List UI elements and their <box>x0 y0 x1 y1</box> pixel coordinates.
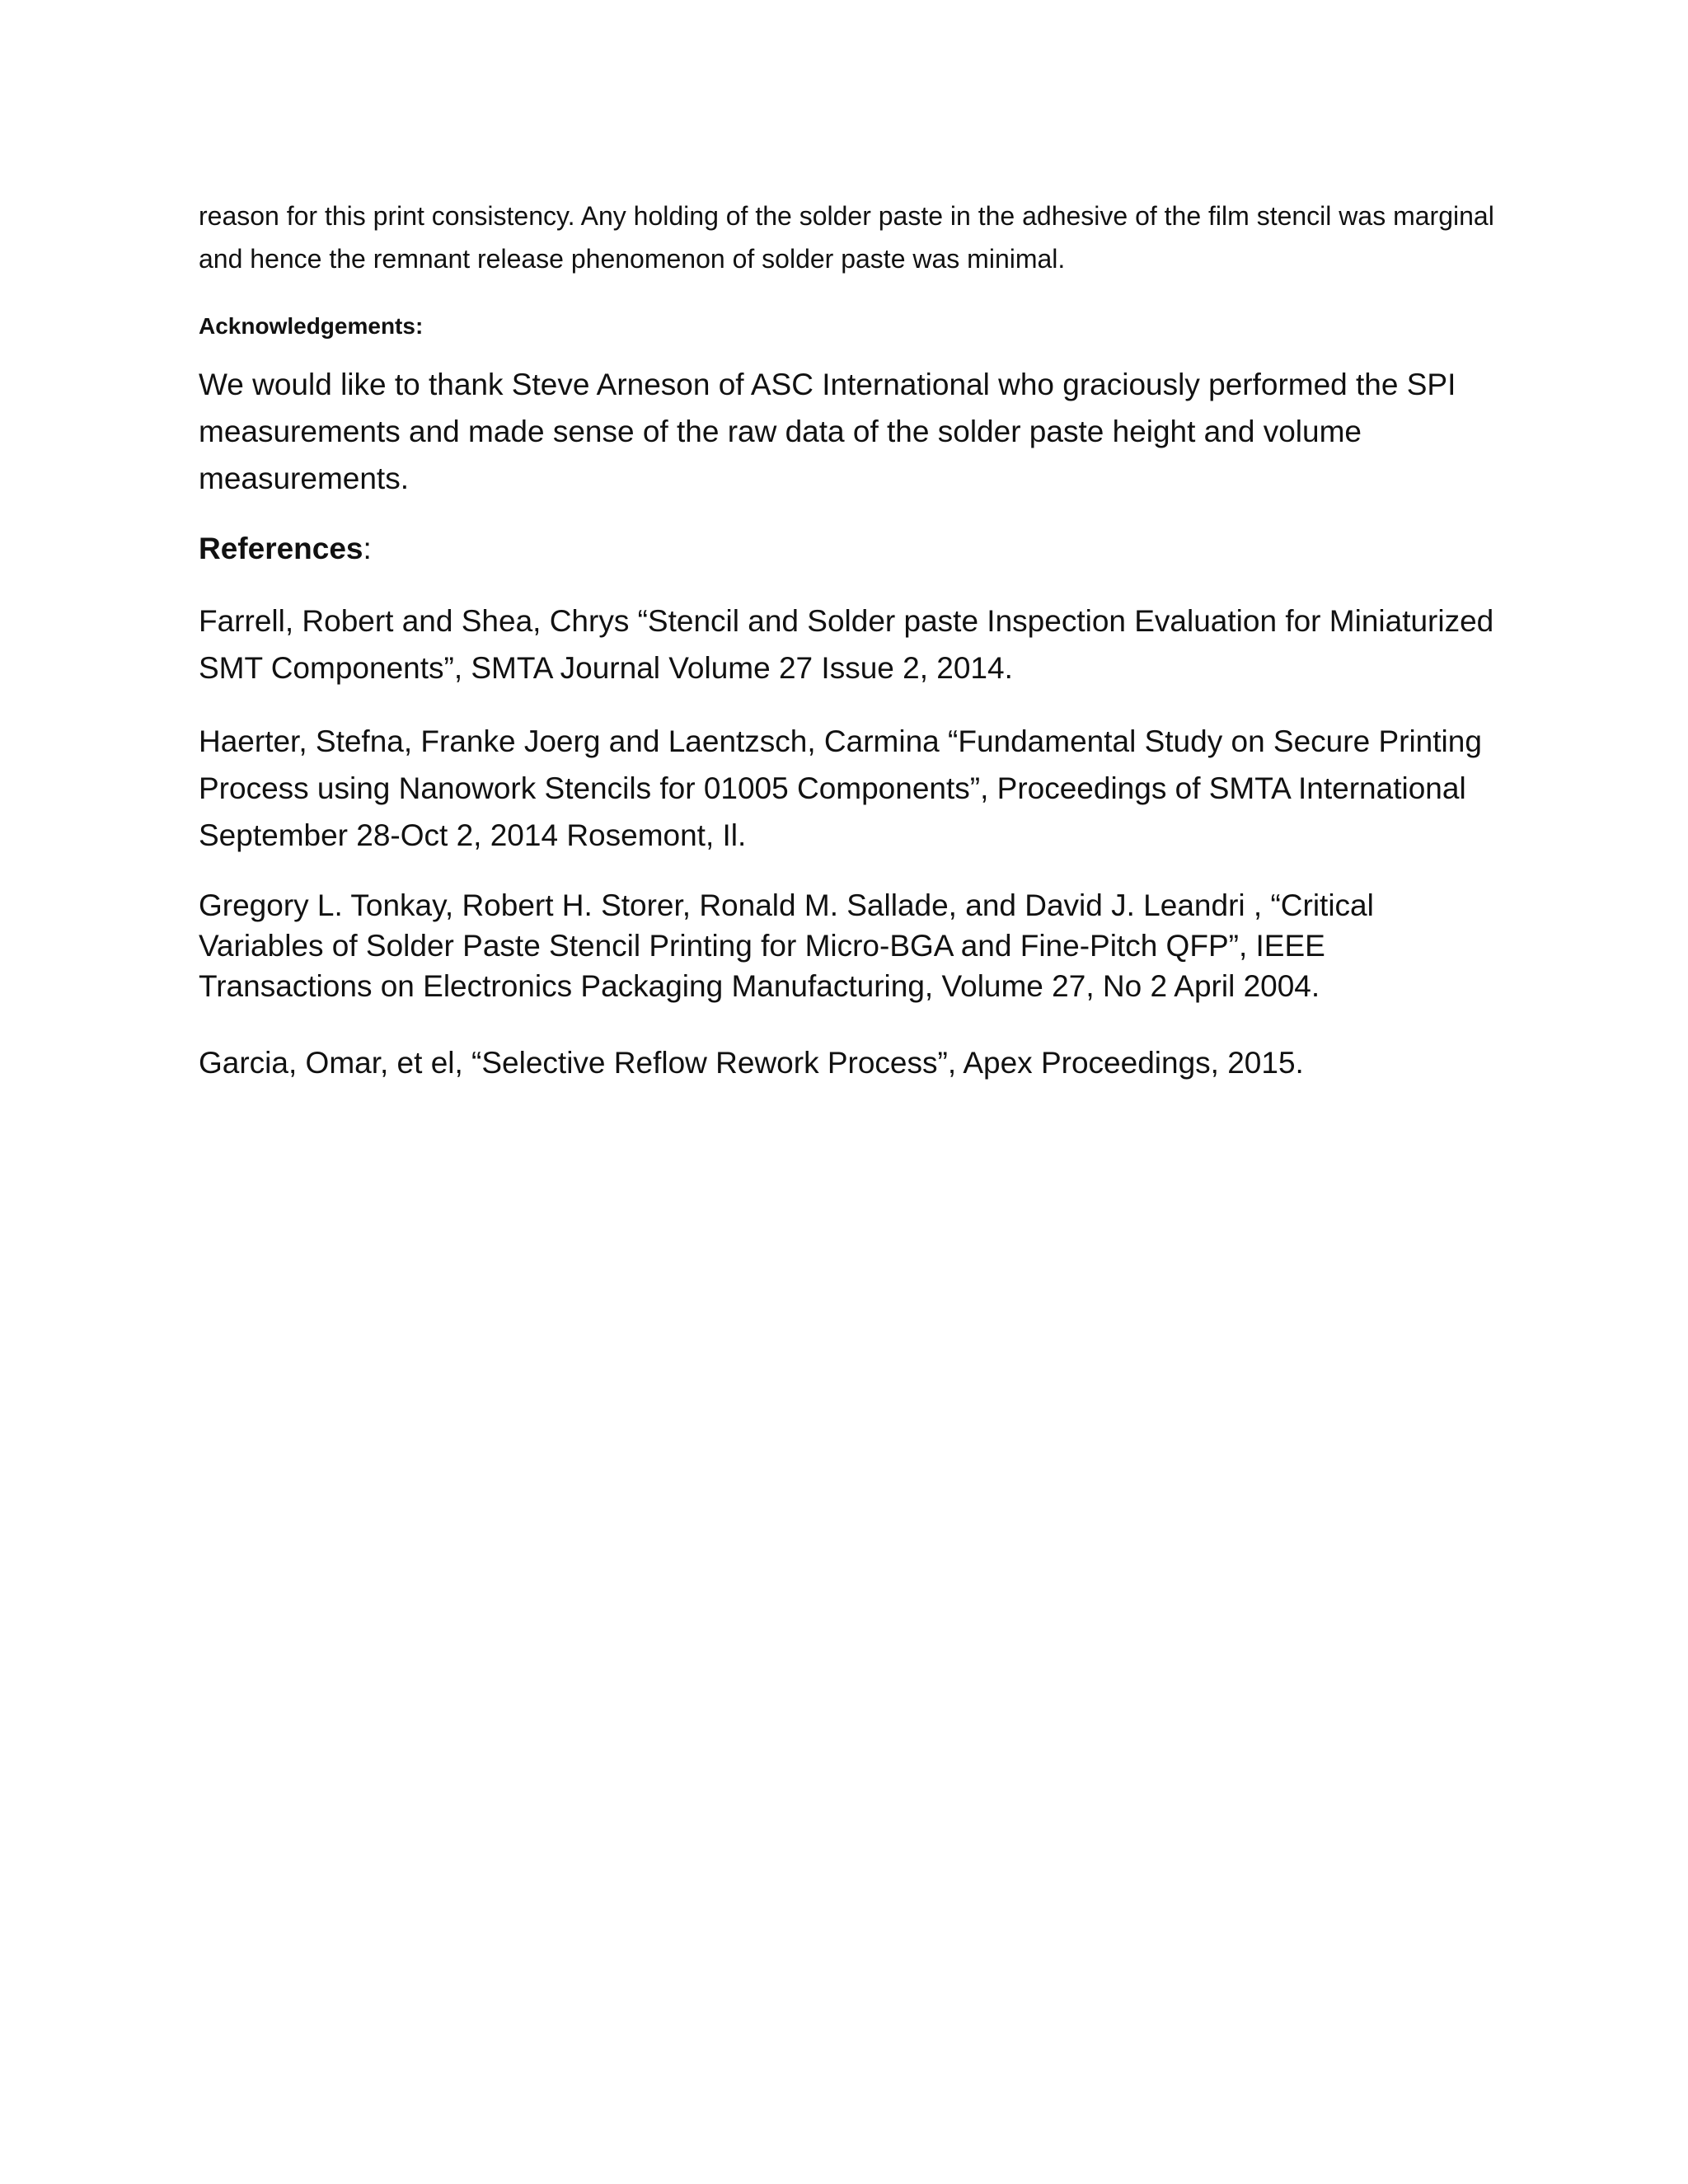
references-heading: References <box>199 532 363 565</box>
reference-item-1: Farrell, Robert and Shea, Chrys “Stencil and Solder paste Inspection Evaluation for Miniaturized SMT Components”, SMTA Journal Volume 27 Issue 2, 2014. <box>199 604 1494 685</box>
intro-paragraph: reason for this print consistency. Any holding of the solder paste in the adhesive of the film stencil was marginal and hence the remnant release phenomenon of solder paste was minimal. <box>199 201 1494 274</box>
reference-item-2: Haerter, Stefna, Franke Joerg and Laentzsch, Carmina “Fundamental Study on Secure Printing Process using Nanowork Stencils for 01005 Components”, Proceedings of SMTA International September 28-Oct 2, 2014 Rosemont, Il. <box>199 724 1482 852</box>
reference-item-4: Garcia, Omar, et el, “Selective Reflow Rework Process”, Apex Proceedings, 2015. <box>199 1046 1304 1080</box>
acknowledgements-body: We would like to thank Steve Arneson of ASC International who graciously performed the SPI measurements and made sense of the raw data of the solder paste height and volume measurements. <box>199 368 1456 495</box>
references-heading-colon: : <box>363 532 372 565</box>
references-heading-line <box>199 528 1501 569</box>
page-content <box>199 194 1501 1113</box>
reference-item-3: Gregory L. Tonkay, Robert H. Storer, Ronald M. Sallade, and David J. Leandri , “Critical Variables of Solder Paste Stencil Printing for Micro-BGA and Fine-Pitch QFP”, IEEE Transactions on Electronics Packaging Manufacturing, Volume 27, No 2 April 2004. <box>199 888 1374 1003</box>
acknowledgements-heading: Acknowledgements: <box>199 313 424 339</box>
